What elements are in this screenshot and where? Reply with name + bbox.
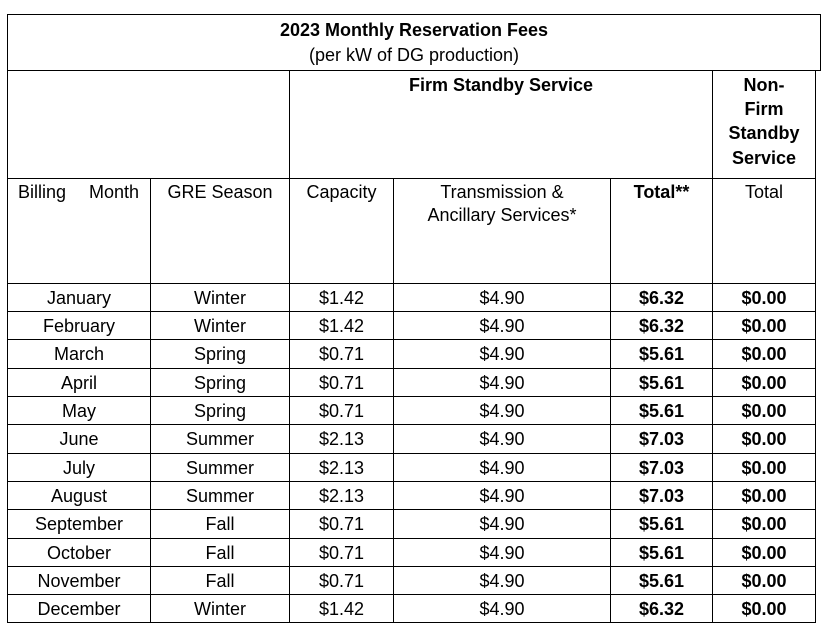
border <box>7 339 816 340</box>
cell-nonfirm-total: $0.00 <box>741 373 787 393</box>
border <box>7 594 816 595</box>
cell-nonfirm-total: $0.00 <box>741 316 787 336</box>
group-header-nonfirm-3: Standby <box>728 123 800 143</box>
cell-transmission: $4.90 <box>479 288 525 308</box>
cell-month: August <box>50 486 108 506</box>
cell-transmission: $4.90 <box>479 373 525 393</box>
cell-capacity: $0.71 <box>318 401 365 421</box>
cell-capacity: $0.71 <box>318 571 365 591</box>
border <box>7 566 816 567</box>
table-title: 2023 Monthly Reservation Fees <box>279 20 549 40</box>
col-header-total-nonfirm: Total <box>744 182 784 202</box>
cell-transmission: $4.90 <box>479 316 525 336</box>
cell-season: Spring <box>193 344 247 364</box>
cell-capacity: $2.13 <box>318 458 365 478</box>
border <box>7 538 816 539</box>
cell-transmission: $4.90 <box>479 458 525 478</box>
table-subtitle: (per kW of DG production) <box>308 45 520 65</box>
cell-capacity: $0.71 <box>318 514 365 534</box>
cell-transmission: $4.90 <box>479 571 525 591</box>
cell-season: Spring <box>193 401 247 421</box>
border <box>7 622 816 623</box>
cell-total: $7.03 <box>638 429 685 449</box>
col-header-billing-word: Billing <box>18 182 67 202</box>
cell-transmission: $4.90 <box>479 599 525 619</box>
border <box>815 70 816 179</box>
cell-nonfirm-total: $0.00 <box>741 514 787 534</box>
col-header-total-firm: Total** <box>633 182 690 202</box>
cell-total: $5.61 <box>638 571 685 591</box>
group-header-nonfirm-2: Firm <box>744 99 784 119</box>
cell-month: May <box>61 401 96 421</box>
cell-total: $5.61 <box>638 514 685 534</box>
cell-month: December <box>37 599 121 619</box>
cell-capacity: $2.13 <box>318 486 365 506</box>
cell-capacity: $1.42 <box>318 316 365 336</box>
group-header-nonfirm-4: Service <box>731 148 797 168</box>
cell-season: Winter <box>193 316 246 336</box>
cell-month: July <box>62 458 95 478</box>
border <box>7 70 8 179</box>
border <box>7 283 816 284</box>
cell-total: $5.61 <box>638 543 685 563</box>
cell-month: April <box>60 373 97 393</box>
cell-nonfirm-total: $0.00 <box>741 458 787 478</box>
group-header-nonfirm-1: Non- <box>743 75 785 95</box>
col-header-season: GRE Season <box>167 182 273 202</box>
cell-nonfirm-total: $0.00 <box>741 288 787 308</box>
cell-total: $7.03 <box>638 458 685 478</box>
cell-transmission: $4.90 <box>479 543 525 563</box>
cell-month: September <box>34 514 124 534</box>
border <box>7 481 816 482</box>
cell-transmission: $4.90 <box>479 486 525 506</box>
border <box>7 424 816 425</box>
border <box>7 368 816 369</box>
cell-season: Winter <box>193 599 246 619</box>
cell-total: $5.61 <box>638 373 685 393</box>
cell-total: $6.32 <box>638 599 685 619</box>
cell-month: June <box>59 429 99 449</box>
col-header-transmission-2: Ancillary Services* <box>427 205 577 225</box>
cell-total: $7.03 <box>638 486 685 506</box>
cell-transmission: $4.90 <box>479 401 525 421</box>
border <box>7 509 816 510</box>
border <box>7 453 816 454</box>
cell-season: Fall <box>205 543 235 563</box>
cell-season: Summer <box>185 458 254 478</box>
cell-month: January <box>46 288 112 308</box>
cell-month: October <box>46 543 112 563</box>
border <box>7 178 816 179</box>
border <box>7 396 816 397</box>
cell-season: Summer <box>185 429 254 449</box>
cell-nonfirm-total: $0.00 <box>741 599 787 619</box>
cell-month: February <box>42 316 116 336</box>
cell-capacity: $1.42 <box>318 288 365 308</box>
cell-nonfirm-total: $0.00 <box>741 344 787 364</box>
group-header-firm: Firm Standby Service <box>408 75 594 95</box>
cell-season: Winter <box>193 288 246 308</box>
cell-season: Summer <box>185 486 254 506</box>
cell-nonfirm-total: $0.00 <box>741 571 787 591</box>
border <box>7 311 816 312</box>
cell-season: Fall <box>205 571 235 591</box>
col-header-month-word: Month <box>89 182 140 202</box>
cell-total: $5.61 <box>638 344 685 364</box>
cell-capacity: $2.13 <box>318 429 365 449</box>
border <box>7 14 821 15</box>
cell-season: Fall <box>205 514 235 534</box>
border <box>7 70 821 71</box>
cell-nonfirm-total: $0.00 <box>741 401 787 421</box>
cell-total: $5.61 <box>638 401 685 421</box>
cell-capacity: $0.71 <box>318 543 365 563</box>
cell-nonfirm-total: $0.00 <box>741 543 787 563</box>
cell-capacity: $0.71 <box>318 373 365 393</box>
border <box>815 178 816 623</box>
cell-nonfirm-total: $0.00 <box>741 486 787 506</box>
cell-nonfirm-total: $0.00 <box>741 429 787 449</box>
cell-capacity: $1.42 <box>318 599 365 619</box>
cell-month: November <box>37 571 121 591</box>
cell-season: Spring <box>193 373 247 393</box>
cell-transmission: $4.90 <box>479 429 525 449</box>
col-header-capacity: Capacity <box>306 182 377 202</box>
cell-total: $6.32 <box>638 316 685 336</box>
cell-capacity: $0.71 <box>318 344 365 364</box>
cell-month: March <box>53 344 104 364</box>
cell-total: $6.32 <box>638 288 685 308</box>
cell-transmission: $4.90 <box>479 344 525 364</box>
col-header-transmission-1: Transmission & <box>440 182 564 202</box>
cell-transmission: $4.90 <box>479 514 525 534</box>
